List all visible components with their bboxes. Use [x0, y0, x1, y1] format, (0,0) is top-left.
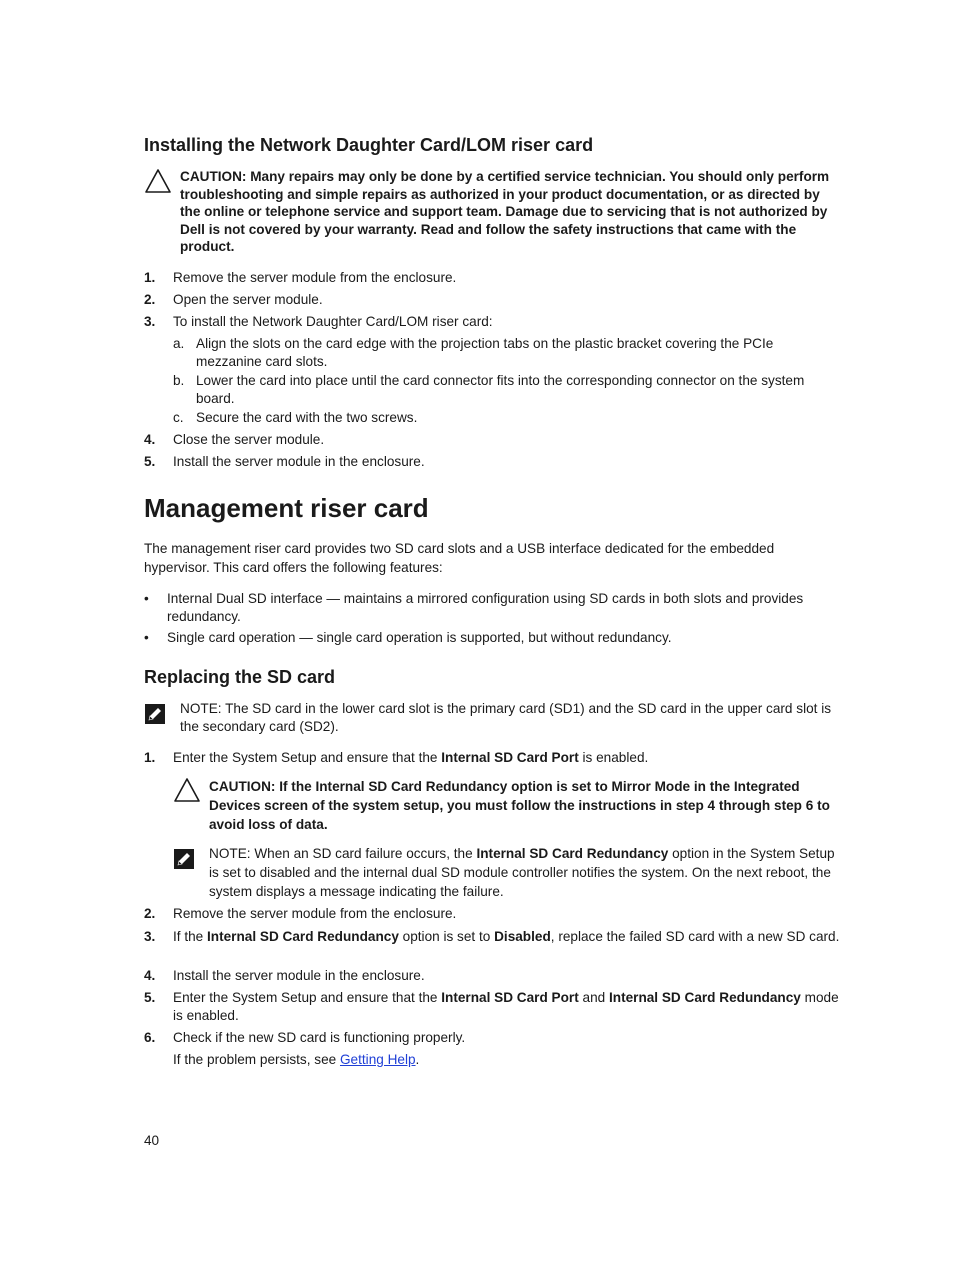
management-intro: The management riser card provides two SD card slots and a USB interface dedicated for the embedded hypervisor. This card offers the following features: — [144, 541, 775, 575]
bullet-symbol: • — [144, 591, 149, 606]
pencil-note-icon — [173, 848, 195, 875]
step-number: 5. — [144, 990, 156, 1005]
step-text: Enter the System Setup and ensure that the Internal SD Card Port is enabled. — [173, 750, 649, 765]
note-text: The SD card in the lower card slot is the primary card (SD1) and the SD card in the upper card slot is the secondary card (SD2). — [180, 701, 832, 734]
step-number: 4. — [144, 432, 156, 447]
caution-text-2: CAUTION: If the Internal SD Card Redundancy option is set to Mirror Mode in the Integrated Devices screen of the system setup, you must follow the instructions in step 4 through step 6 to avoid loss of data. — [209, 779, 830, 832]
bullet-symbol: • — [144, 630, 149, 645]
note-label: NOTE: — [180, 701, 222, 716]
step-number: 4. — [144, 968, 156, 983]
page-number: 40 — [144, 1133, 160, 1148]
note-callout-1 — [144, 700, 840, 738]
section-title-ndc: Installing the Network Daughter Card/LOM riser card — [144, 135, 594, 155]
substep-text: Secure the card with the two screws. — [196, 410, 418, 425]
step-text: Install the server module in the enclosure. — [173, 454, 425, 469]
substep-label: a. — [173, 336, 185, 351]
step-text: Install the server module in the enclosure. — [173, 968, 425, 983]
step-number: 6. — [144, 1030, 156, 1045]
step-text: Open the server module. — [173, 292, 323, 307]
followup-text: If the problem persists, see Getting Help. — [173, 1052, 420, 1067]
caution-text-1: CAUTION: Many repairs may only be done by a certified service technician. You should only perform troubleshooting and simple repairs as authorized in your product documentation, or as directed by the online or telephone service and support team. Damage due to servicing that is not authorized by Dell is not covered by your warranty. Read and follow the safety instructions that came with the product. — [180, 169, 830, 254]
step-number: 3. — [144, 314, 156, 329]
step-text: Remove the server module from the enclosure. — [173, 906, 457, 921]
step-text: To install the Network Daughter Card/LOM riser card: — [173, 314, 493, 329]
note-text-2: NOTE: When an SD card failure occurs, the Internal SD Card Redundancy option in the System Setup is set to disabled and the internal dual SD module controller notifies the system. On the next reboot, the system displays a message indicating the failure. — [209, 846, 835, 899]
substep-text: Align the slots on the card edge with the projection tabs on the plastic bracket covering the PCIe mezzanine card slots. — [196, 336, 774, 369]
step-text: Close the server module. — [173, 432, 325, 447]
step-text: If the Internal SD Card Redundancy option is set to Disabled, replace the failed SD card with a new SD card. — [173, 929, 840, 944]
step-number: 2. — [144, 906, 156, 921]
substep-label: b. — [173, 373, 185, 388]
step-number: 5. — [144, 454, 156, 469]
note-callout-2 — [173, 844, 841, 904]
caution-callout-2 — [173, 777, 841, 837]
warning-triangle-icon — [144, 168, 172, 199]
step-text: Enter the System Setup and ensure that the Internal SD Card Port and Internal SD Card Redundancy mode is enabled. — [173, 990, 839, 1023]
getting-help-link[interactable]: Getting Help — [339, 1052, 416, 1067]
substep-text: Lower the card into place until the card connector fits into the corresponding connector on the system board. — [196, 373, 805, 406]
section-title-management: Management riser card — [144, 493, 429, 523]
step-number: 1. — [144, 270, 156, 285]
step-text: Check if the new SD card is functioning properly. — [173, 1030, 466, 1045]
step-number: 2. — [144, 292, 156, 307]
caution-callout-1 — [144, 168, 840, 258]
substep-label: c. — [173, 410, 184, 425]
step-text: Remove the server module from the enclosure. — [173, 270, 457, 285]
bullet-item: Single card operation — single card operation is supported, but without redundancy. — [167, 630, 672, 645]
pencil-note-icon — [144, 703, 166, 730]
warning-triangle-icon — [173, 777, 201, 808]
section-title-sd-card: Replacing the SD card — [144, 667, 336, 687]
step-number: 1. — [144, 750, 156, 765]
step-number: 3. — [144, 929, 156, 944]
bullet-item: Internal Dual SD interface — maintains a mirrored configuration using SD cards in both slots and provides redundancy. — [167, 591, 804, 624]
